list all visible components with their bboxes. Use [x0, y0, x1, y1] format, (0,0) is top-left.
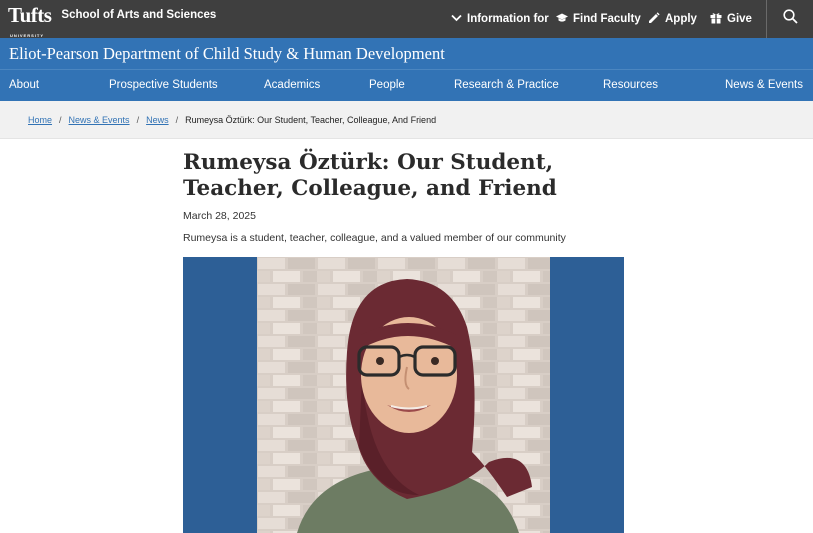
- logo-subtext: UNIVERSITY: [10, 33, 45, 38]
- nav-resources[interactable]: Resources: [603, 79, 658, 91]
- department-title[interactable]: Eliot-Pearson Department of Child Study & Human Development: [0, 38, 813, 69]
- breadcrumb: [28, 101, 436, 139]
- gift-icon: [710, 12, 722, 27]
- chevron-down-icon: [451, 13, 462, 25]
- search-button[interactable]: [766, 0, 813, 38]
- nav-news-events[interactable]: News & Events: [725, 79, 803, 91]
- graduation-cap-icon: [556, 13, 568, 26]
- logo-text: Tufts: [8, 3, 52, 27]
- breadcrumb-home[interactable]: Home: [28, 115, 53, 125]
- main-navigation: [0, 69, 813, 101]
- breadcrumb-separator: /: [136, 115, 140, 125]
- article-summary: Rumeysa is a student, teacher, colleague, and a valued member of our community: [183, 232, 566, 244]
- tufts-logo[interactable]: [8, 3, 52, 38]
- article-date: March 28, 2025: [183, 210, 256, 222]
- find-faculty-link[interactable]: [556, 0, 641, 38]
- information-for-label: Information for: [467, 13, 549, 25]
- top-utility-bar: [0, 0, 813, 38]
- breadcrumb-bar: [0, 101, 813, 139]
- nav-about[interactable]: About: [9, 79, 40, 91]
- brand[interactable]: [8, 3, 217, 38]
- nav-people[interactable]: People: [369, 79, 405, 91]
- give-label: Give: [727, 13, 752, 25]
- apply-label: Apply: [665, 13, 697, 25]
- article-title: Rumeysa Öztürk: Our Student, Teacher, Colleague, and Friend: [183, 150, 557, 201]
- give-link[interactable]: [710, 0, 752, 38]
- nav-research-practice[interactable]: Research & Practice: [454, 79, 559, 91]
- nav-academics[interactable]: Academics: [264, 79, 321, 91]
- pencil-icon: [648, 12, 660, 27]
- apply-link[interactable]: [648, 0, 697, 38]
- feature-image-frame: [183, 257, 624, 533]
- nav-prospective-students[interactable]: Prospective Students: [109, 79, 218, 91]
- portrait-photo: [257, 257, 550, 533]
- find-faculty-label: Find Faculty: [573, 13, 641, 25]
- breadcrumb-news[interactable]: News: [146, 115, 169, 125]
- school-name-link[interactable]: School of Arts and Sciences: [61, 9, 217, 21]
- information-for-menu[interactable]: [451, 0, 549, 38]
- search-icon: [783, 9, 798, 29]
- breadcrumb-separator: /: [175, 115, 179, 125]
- breadcrumb-current: Rumeysa Öztürk: Our Student, Teacher, Colleague, And Friend: [185, 115, 437, 125]
- breadcrumb-separator: /: [59, 115, 62, 125]
- breadcrumb-news-events[interactable]: News & Events: [68, 115, 130, 125]
